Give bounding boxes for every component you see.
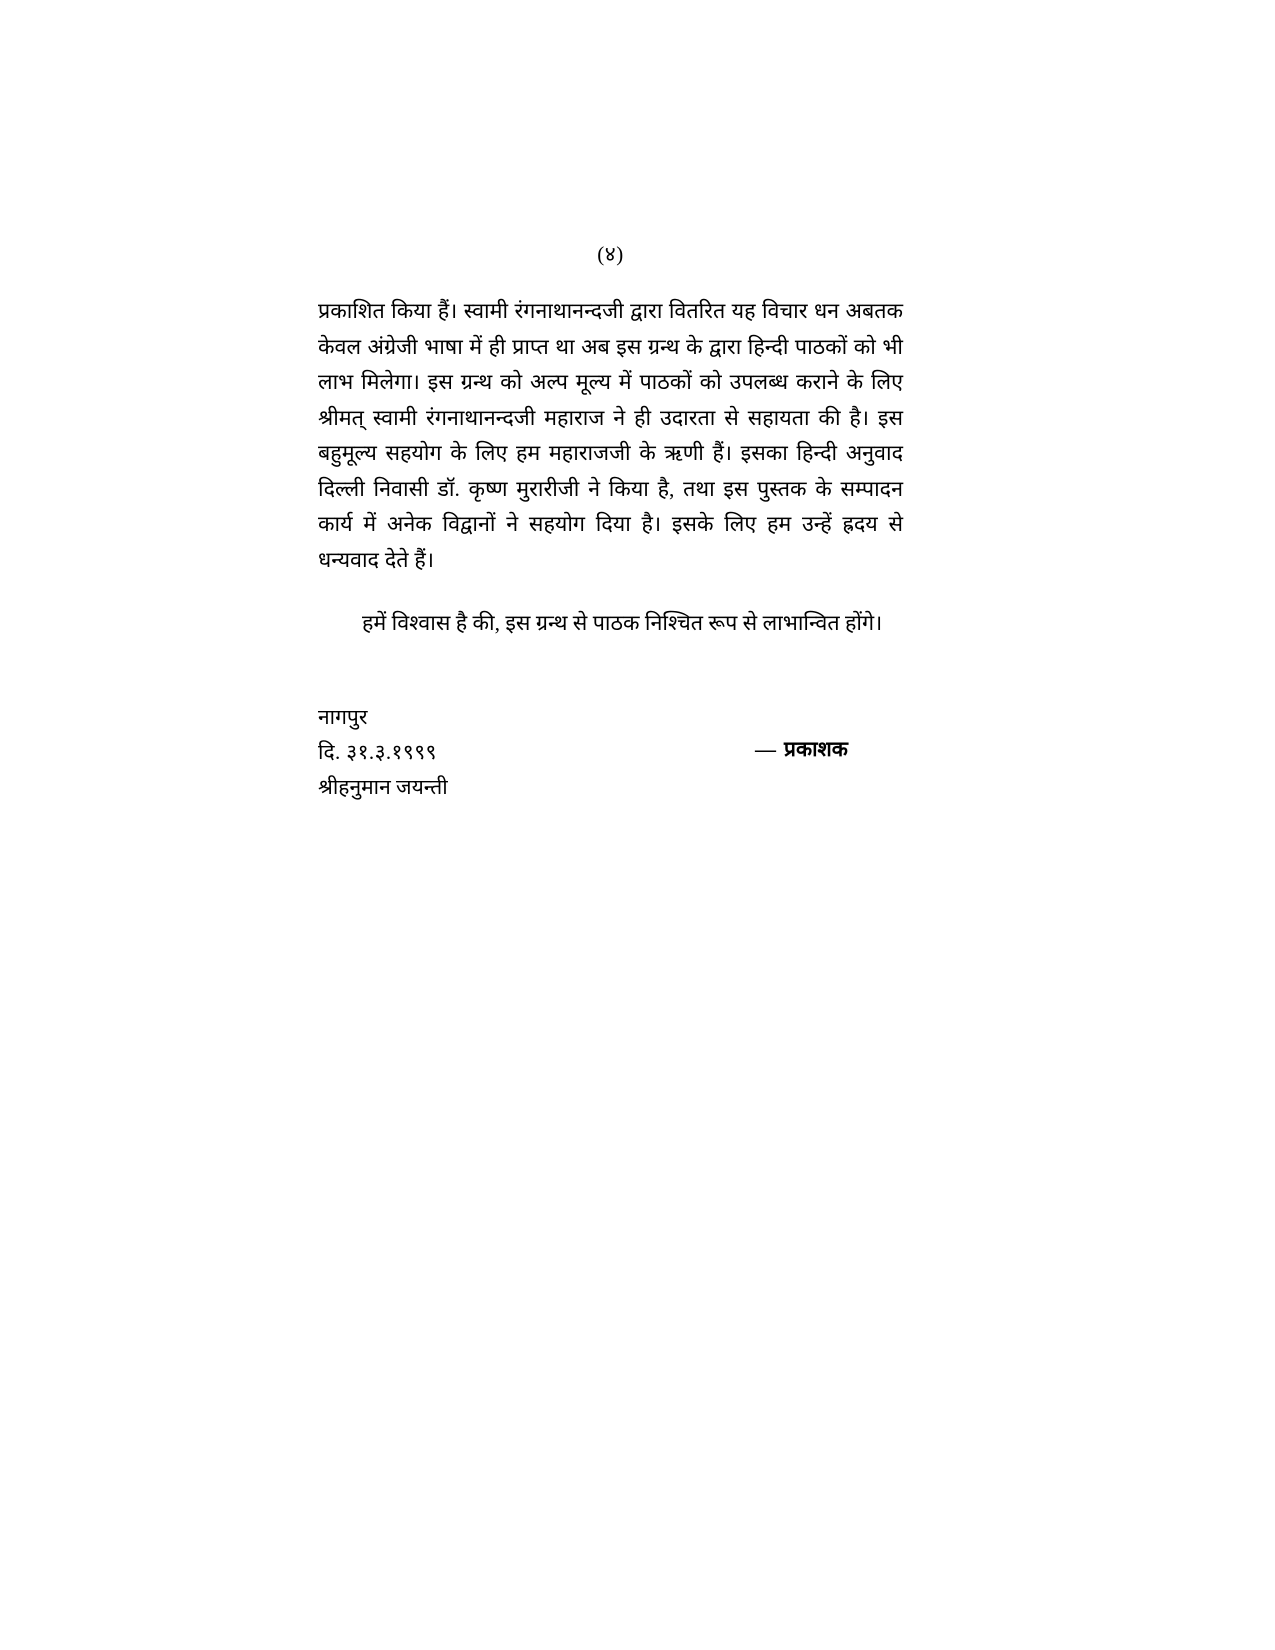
place-text: नागपुर <box>318 704 368 729</box>
date-text: दि. ३१.३.१९९९ <box>318 739 437 764</box>
page-number: (४) <box>597 242 624 266</box>
em-dash-icon: — <box>755 736 776 761</box>
page-content <box>318 240 903 810</box>
paragraph-1: प्रकाशित किया हैं। स्वामी रंगनाथानन्दजी द्वारा वितरित यह विचार धन अबतक केवल अंग्रेजी भाषा में ही प्राप्त था अब इस ग्रन्थ के द्वारा हिन्दी पाठकों को भी लाभ मिलेगा। इस ग्रन्थ को अल्प मूल्य में पाठकों को उपलब्ध कराने के लिए श्रीमत् स्वामी रंगनाथानन्दजी महाराज ने ही उदारता से सहायता की है। इस बहुमूल्य सहयोग के लिए हम महाराजजी के ऋणी हैं। इसका हिन्दी अनुवाद दिल्ली निवासी डॉ. कृष्ण मुरारीजी ने किया है, तथा इस पुस्तक के सम्पादन कार्य में अनेक विद्वानों ने सहयोग दिया है। इसके लिए हम उन्हें ह्रदय से धन्यवाद देते हैं। <box>318 299 903 572</box>
publisher-signature <box>755 735 848 763</box>
occasion-text: श्रीहनुमान जयन्ती <box>318 774 448 799</box>
place-date-group <box>318 700 448 805</box>
paragraph-2: हमें विश्वास है की, इस ग्रन्थ से पाठक निश्चित रूप से लाभान्वित होंगे। <box>362 611 883 635</box>
signature-block <box>318 700 903 810</box>
publisher-label-text: प्रकाशक <box>784 736 848 761</box>
